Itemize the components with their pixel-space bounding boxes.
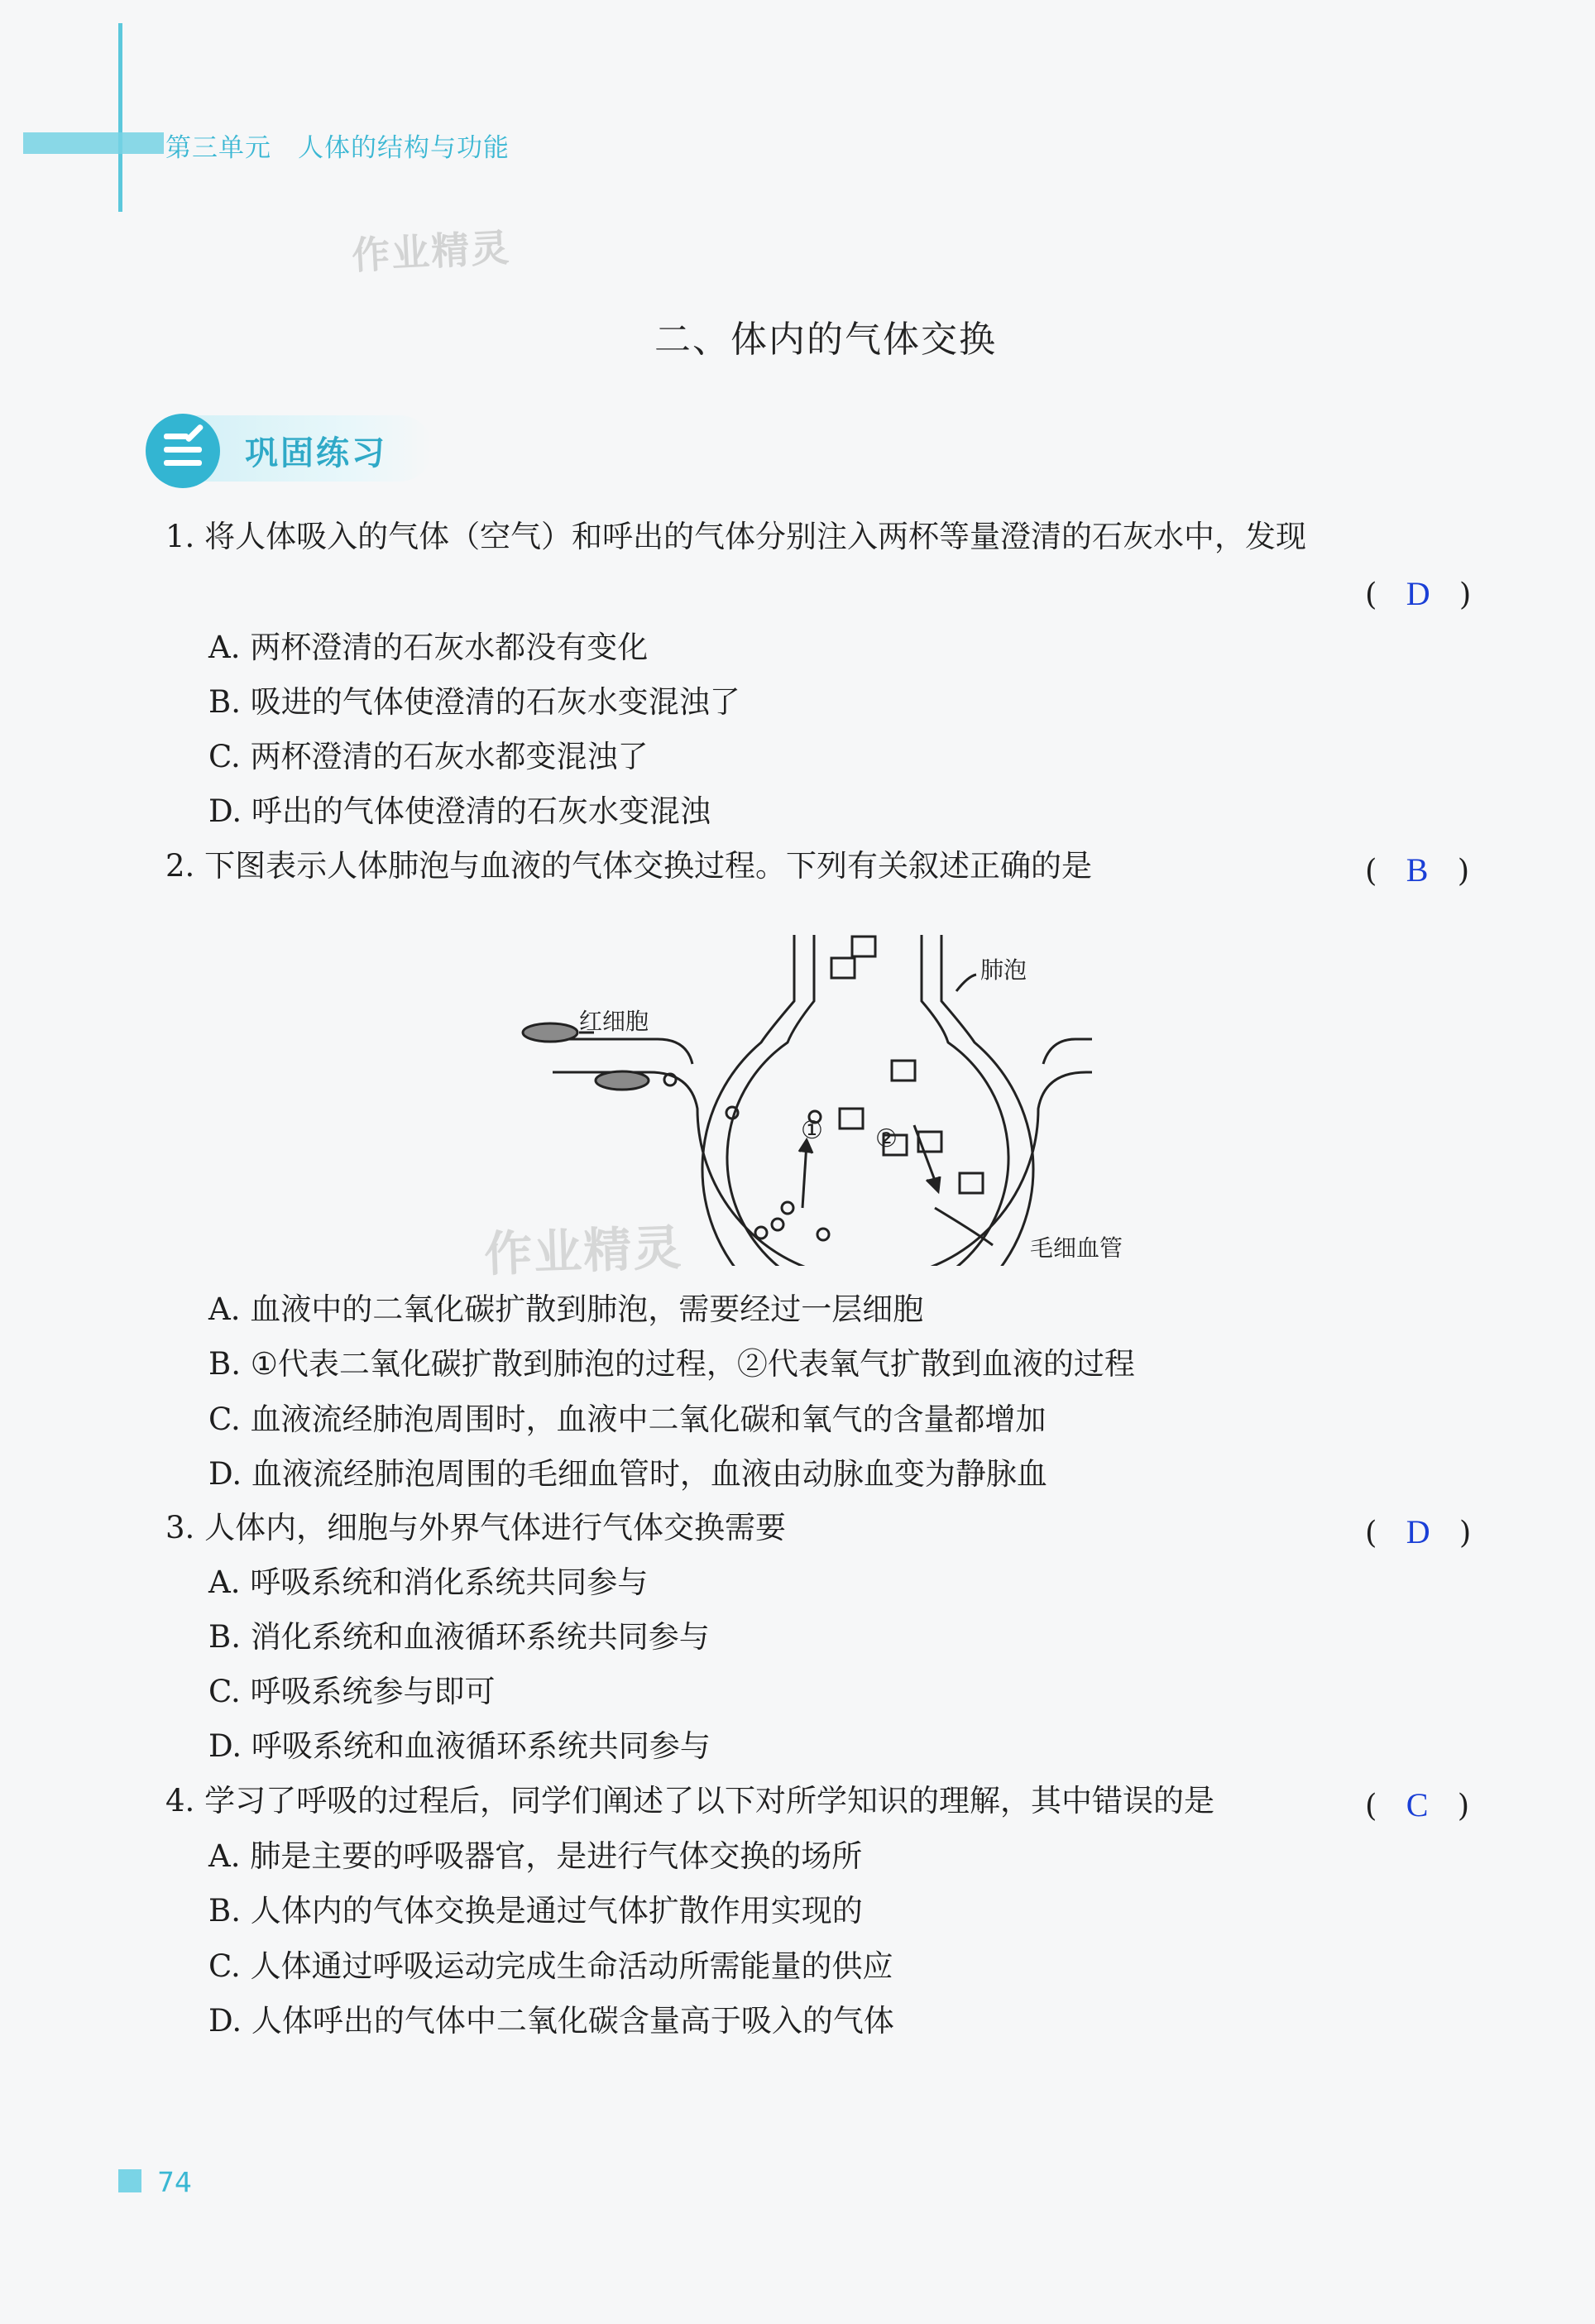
red-blood-cell <box>596 1071 649 1090</box>
alveolus-inner-wall <box>727 935 1008 1266</box>
question-3-answer: ( D ) <box>1365 1513 1472 1550</box>
label-alveolus: 肺泡 <box>980 956 1027 984</box>
alveolus-leader <box>956 975 976 991</box>
question-3-option-b: B. 消化系统和血液循环系统共同参与 <box>208 1619 710 1655</box>
pen-lines-icon <box>146 414 220 488</box>
question-4-stem: 4. 学习了呼吸的过程后，同学们阐述了以下对所学知识的理解，其中错误的是 <box>165 1783 1215 1818</box>
page-title: 二、体内的气体交换 <box>654 319 997 361</box>
question-1-option-b: B. 吸进的气体使澄清的石灰水变混浊了 <box>208 684 740 720</box>
capillary-leader <box>935 1208 993 1245</box>
question-2-option-d: D. 血液流经肺泡周围的毛细血管时，血液由动脉血变为静脉血 <box>208 1456 1047 1492</box>
question-3-option-a: A. 呼吸系统和消化系统共同参与 <box>208 1565 649 1600</box>
question-3-option-d: D. 呼吸系统和血液循环系统共同参与 <box>208 1728 711 1764</box>
co2-circle <box>817 1229 829 1240</box>
co2-circle <box>782 1202 793 1214</box>
header-vertical-line <box>118 23 122 212</box>
question-4-option-a: A. 肺是主要的呼吸器官，是进行气体交换的场所 <box>208 1838 863 1874</box>
co2-circle <box>772 1219 783 1230</box>
page-number: 74 <box>157 2166 192 2198</box>
question-2-answer: ( B ) <box>1365 851 1470 889</box>
co2-circle <box>755 1227 767 1239</box>
oxygen-square <box>852 937 875 956</box>
arrow-2 <box>914 1125 936 1185</box>
question-1-option-a: A. 两杯澄清的石灰水都没有变化 <box>208 630 649 665</box>
label-capillary: 毛细血管 <box>1030 1234 1123 1262</box>
answer-letter: D <box>1406 1513 1430 1550</box>
watermark-middle: 作业精灵 <box>483 1219 684 1283</box>
question-1-answer: ( D ) <box>1365 575 1472 612</box>
question-4-option-d: D. 人体呼出的气体中二氧化碳含量高于吸入的气体 <box>208 2003 894 2039</box>
oxygen-square <box>831 958 855 978</box>
question-2-option-b: B. ①代表二氧化碳扩散到肺泡的过程，②代表氧气扩散到血液的过程 <box>208 1346 1135 1382</box>
oxygen-square <box>892 1061 915 1081</box>
question-1-option-c: C. 两杯澄清的石灰水都变混浊了 <box>208 739 649 774</box>
capillary-inner-wall <box>553 1039 692 1064</box>
answer-letter: B <box>1406 851 1429 889</box>
oxygen-square <box>840 1109 863 1128</box>
page-number-marker <box>118 2169 141 2192</box>
header-accent-bar <box>23 132 164 154</box>
marker-1: ① <box>801 1116 823 1145</box>
header-unit: 第三单元 人体的结构与功能 <box>165 133 510 163</box>
question-3-stem: 3. 人体内，细胞与外界气体进行气体交换需要 <box>165 1510 787 1545</box>
label-red-blood-cell: 红细胞 <box>579 1008 649 1035</box>
marker-2: ② <box>875 1124 898 1153</box>
alveolus-outer-wall <box>702 935 1033 1266</box>
answer-letter: D <box>1406 575 1430 612</box>
answer-letter: C <box>1406 1786 1429 1823</box>
question-1-option-d: D. 呼出的气体使澄清的石灰水变混浊 <box>208 793 711 829</box>
oxygen-square <box>960 1173 983 1193</box>
question-4-option-c: C. 人体通过呼吸运动完成生命活动所需能量的供应 <box>208 1948 893 1984</box>
red-blood-cell <box>523 1023 577 1042</box>
question-2-option-a: A. 血液中的二氧化碳扩散到肺泡，需要经过一层细胞 <box>208 1291 924 1327</box>
arrow-1 <box>802 1143 807 1208</box>
question-2-stem: 2. 下图表示人体肺泡与血液的气体交换过程。下列有关叙述正确的是 <box>165 848 1093 884</box>
question-4-option-b: B. 人体内的气体交换是通过气体扩散作用实现的 <box>208 1893 863 1929</box>
question-1-stem: 1. 将人体吸入的气体（空气）和呼出的气体分别注入两杯等量澄清的石灰水中，发现 <box>165 519 1307 554</box>
question-4-answer: ( C ) <box>1365 1786 1470 1823</box>
section-label: 巩固练习 <box>245 434 387 472</box>
question-2-option-c: C. 血液流经肺泡周围时，血液中二氧化碳和氧气的含量都增加 <box>208 1402 1047 1437</box>
question-3-option-c: C. 呼吸系统参与即可 <box>208 1674 496 1709</box>
watermark-top: 作业精灵 <box>350 225 512 278</box>
